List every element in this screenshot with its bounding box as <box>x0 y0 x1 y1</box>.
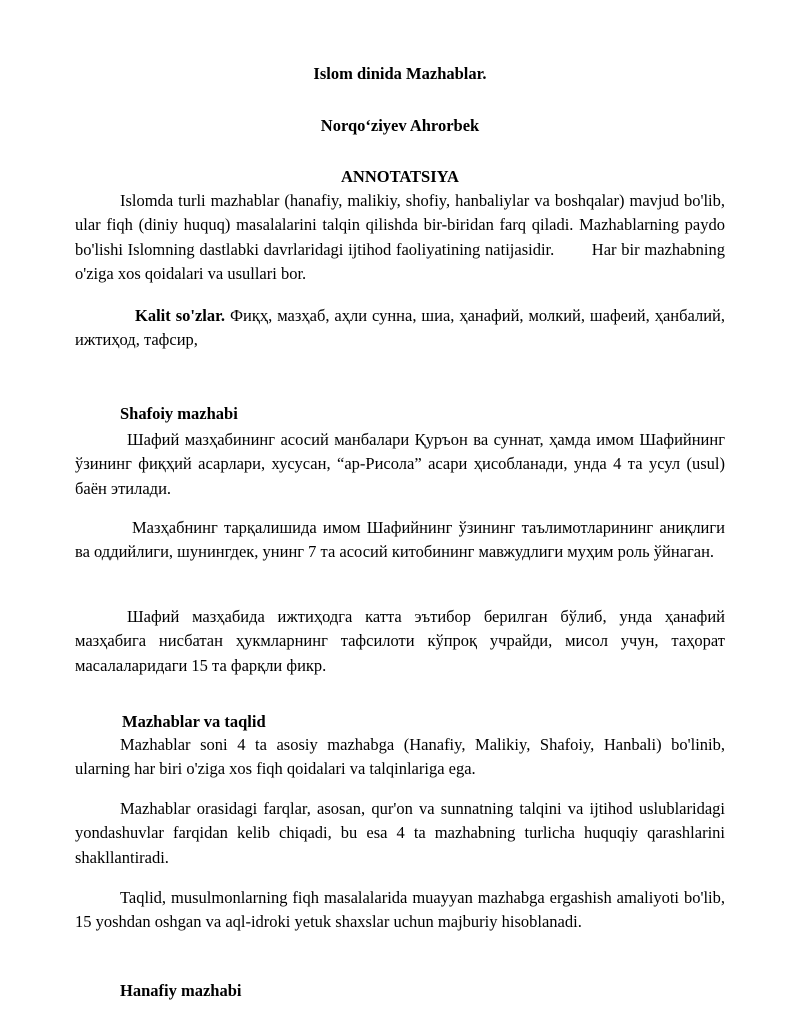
annotation-paragraph <box>75 189 725 286</box>
annotation-text-tail: Har bir mazhabning o'ziga xos qoidalari va usullari bor. <box>75 239 726 283</box>
shafoiy-paragraph-2: Мазҳабнинг тарқалишида имом Шафийнинг ўзининг таълимотларининг аниқлиги ва оддийлиги, шунингдек, унинг 7 та асосий китобининг мавжудлиги муҳим роль ўйнаган. <box>75 518 725 562</box>
author-name: Norqo‘ziyev Ahrorbek <box>320 116 480 135</box>
keywords-label: Kalit so'zlar. <box>135 306 226 325</box>
annotation-heading: ANNOTATSIYA <box>341 167 459 186</box>
section-heading-shafoiy: Shafoiy mazhabi <box>120 404 238 423</box>
section-heading-taqlid: Mazhablar va taqlid <box>122 712 266 731</box>
taqlid-paragraph-1: Mazhablar soni 4 ta asosiy mazhabga (Hanafiy, Malikiy, Shafoiy, Hanbali) bo'linib, ularning har biri o'ziga xos fiqh qoidalari va talqinlariga ega. <box>75 735 725 779</box>
document-title: Islom dinida Mazhablar. <box>313 64 487 83</box>
taqlid-paragraph-3: Taqlid, musulmonlarning fiqh masalalarida muayyan mazhabga ergashish amaliyoti bo'lib, 15 yoshdan oshgan va aql-idroki yetuk shaxslar uchun majburiy hisoblanadi. <box>75 888 725 932</box>
keywords-text: Фиқҳ, мазҳаб, аҳли сунна, шиа, ҳанафий, молкий, шафеий, ҳанбалий, ижтиҳод, тафсир, <box>75 306 725 350</box>
annotation-text: Islomda turli mazhablar (hanafiy, malikiy, shofiy, hanbaliylar va boshqalar) mavjud bo'lib, ular fiqh (diniy huquq) masalalarini talqin qilishda bir-biridan farq qiladi. Mazhablarning paydo bo'lishi Islomning dastlabki davrlaridagi ijtihod faoliyatining natijasidir. <box>75 191 725 259</box>
section-heading-hanafiy: Hanafiy mazhabi <box>120 981 242 1000</box>
shafoiy-paragraph-3: Шафий мазҳабида ижтиҳодга катта эътибор берилган бўлиб, унда ҳанафий мазҳабига нисбатан ҳукмларнинг тафсилоти кўпроқ учрайди, мисол учун, таҳорат масалаларидаги 15 та фарқли фикр. <box>75 607 725 675</box>
taqlid-paragraph-2: Mazhablar orasidagi farqlar, asosan, qur'on va sunnatning talqini va ijtihod uslublaridagi yondashuvlar farqidan kelib chiqadi, bu esa 4 ta mazhabning turlicha huquqiy qarashlarini shakllantiradi. <box>75 799 725 867</box>
keywords-paragraph <box>75 304 725 353</box>
shafoiy-paragraph-1: Шафий мазҳабининг асосий манбалари Қуръон ва суннат, ҳамда имом Шафийнинг ўзининг фиқҳий асарлари, хусусан, “ар-Рисола” асари ҳисобланади, унда 4 та усул (usul) баён этилади. <box>75 430 725 498</box>
